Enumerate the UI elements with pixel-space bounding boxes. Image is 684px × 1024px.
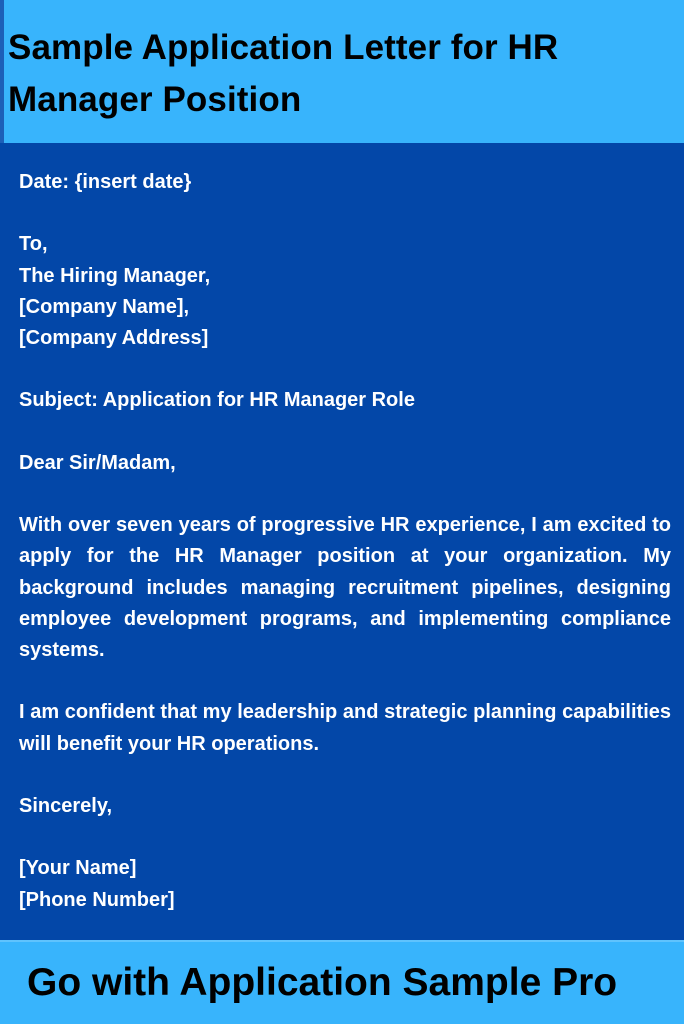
header-banner — [0, 0, 684, 143]
letter-closing: Sincerely, — [19, 794, 113, 817]
page-title: Sample Application Letter for HR Manager Position — [8, 28, 559, 119]
letter-to: To, — [19, 233, 48, 256]
letter-body — [19, 167, 671, 916]
footer-text: Go with Application Sample Pro — [27, 961, 618, 1004]
letter-date: Date: {insert date} — [19, 171, 192, 193]
letter-salutation: Dear Sir/Madam, — [19, 451, 176, 474]
letter-company-address: [Company Address] — [19, 327, 209, 349]
letter-paragraph-2: I am confident that my leadership and strategic planning capabilities will benefit your HR operations. — [19, 701, 671, 755]
letter-your-name: [Your Name] — [19, 857, 137, 880]
letter-panel — [0, 143, 684, 940]
letter-company-name: [Company Name], — [19, 295, 190, 318]
letter-phone: [Phone Number] — [19, 888, 175, 911]
letter-paragraph-1: With over seven years of progressive HR experience, I am excited to apply for the HR Manager position at your organization. My background includes managing recruitment pipelines, designing employee development programs, and implementing compliance systems. — [19, 514, 671, 661]
letter-subject: Subject: Application for HR Manager Role — [19, 389, 415, 412]
letter-recipient: The Hiring Manager, — [19, 264, 211, 287]
footer-banner — [0, 940, 684, 1024]
